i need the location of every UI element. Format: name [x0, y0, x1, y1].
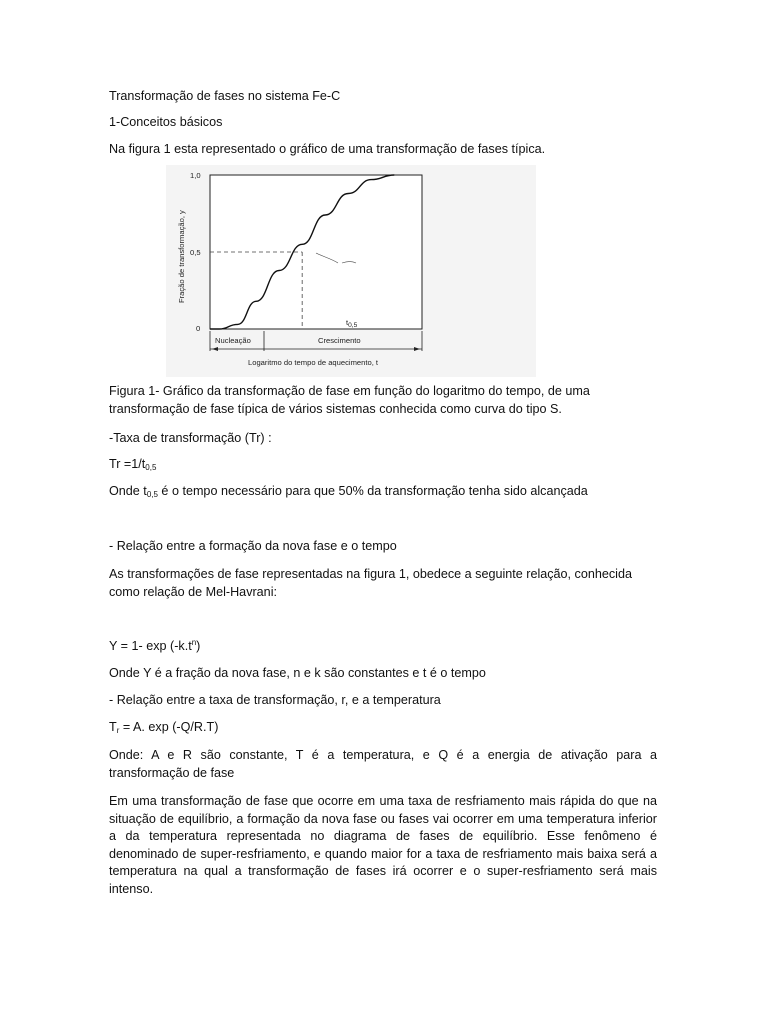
t-half-label: t0,5: [346, 318, 358, 329]
s-curve-chart: [166, 165, 536, 377]
region-growth: Crescimento: [318, 336, 361, 345]
temperature-description-line1: Onde: A e R são constante, T é a temperatura, e Q é a energia de ativação para a: [109, 748, 657, 762]
y-tick-1: 1,0: [190, 171, 201, 180]
relation-text-line1: As transformações de fase representadas na figura 1, obedece a seguinte relação, conhecida: [109, 567, 632, 581]
s-curve-figure: [166, 165, 536, 377]
avrami-equation: Y = 1- $\exp (-k.t^n)$: [109, 638, 201, 653]
y-tick-05: 0,5: [190, 248, 201, 257]
undercooling-paragraph: Em uma transformação de fase que ocorre em uma taxa de resfriamento mais rápida do que na situação de equilíbrio, a formação da nova fase ou fases vai ocorrer em uma temperatura inferior a da temperatura representada no diagrama de fases de equilíbrio. Esse fenômeno é denominado de super-resfriamento, e quando maior for a taxa de resfriamento mais baixa será a temperatura na qual a transformação de fases irá ocorrer e o super-resfriamento será mais intenso.: [109, 794, 657, 896]
relation-heading: - Relação entre a formação da nova fase e o tempo: [109, 539, 397, 553]
rate-heading: -Taxa de transformação (Tr) :: [109, 431, 272, 445]
figure-caption-line1: Figura 1- Gráfico da transformação de fase em função do logaritmo do tempo, de uma: [109, 384, 590, 398]
region-nucleation: Nucleação: [215, 336, 251, 345]
figure-caption-line2: transformação de fase típica de vários sistemas conhecida como curva do tipo S.: [109, 402, 562, 416]
temperature-description-line2: transformação de fase: [109, 766, 235, 780]
rate-definition: Onde $t_{0,5}$ é o tempo necessário para que 50% da transformação tenha sido alcançada: [109, 484, 588, 499]
x-axis-label: Logaritmo do tempo de aquecimento, t: [248, 358, 379, 367]
temperature-formula: $T_r = A$. exp (-Q/R.T): [109, 720, 219, 735]
y-tick-0: 0: [196, 324, 201, 333]
intro-paragraph: Na figura 1 esta representado o gráfico de uma transformação de fases típica.: [109, 142, 546, 156]
relation-text-line2: como relação de Mel-Havrani:: [109, 585, 277, 599]
rate-formula: $Tr =1/t_{0,5}$: [109, 457, 157, 472]
section-heading: 1-Conceitos básicos: [109, 115, 223, 129]
temperature-heading: - Relação entre a taxa de transformação, r, e a temperatura: [109, 693, 441, 707]
document-title: Transformação de fases no sistema Fe-C: [109, 89, 341, 103]
equation-description: Onde Y é a fração da nova fase, n e k são constantes e t é o tempo: [109, 666, 486, 680]
y-axis-label: Fração de transformação, y: [177, 210, 186, 303]
